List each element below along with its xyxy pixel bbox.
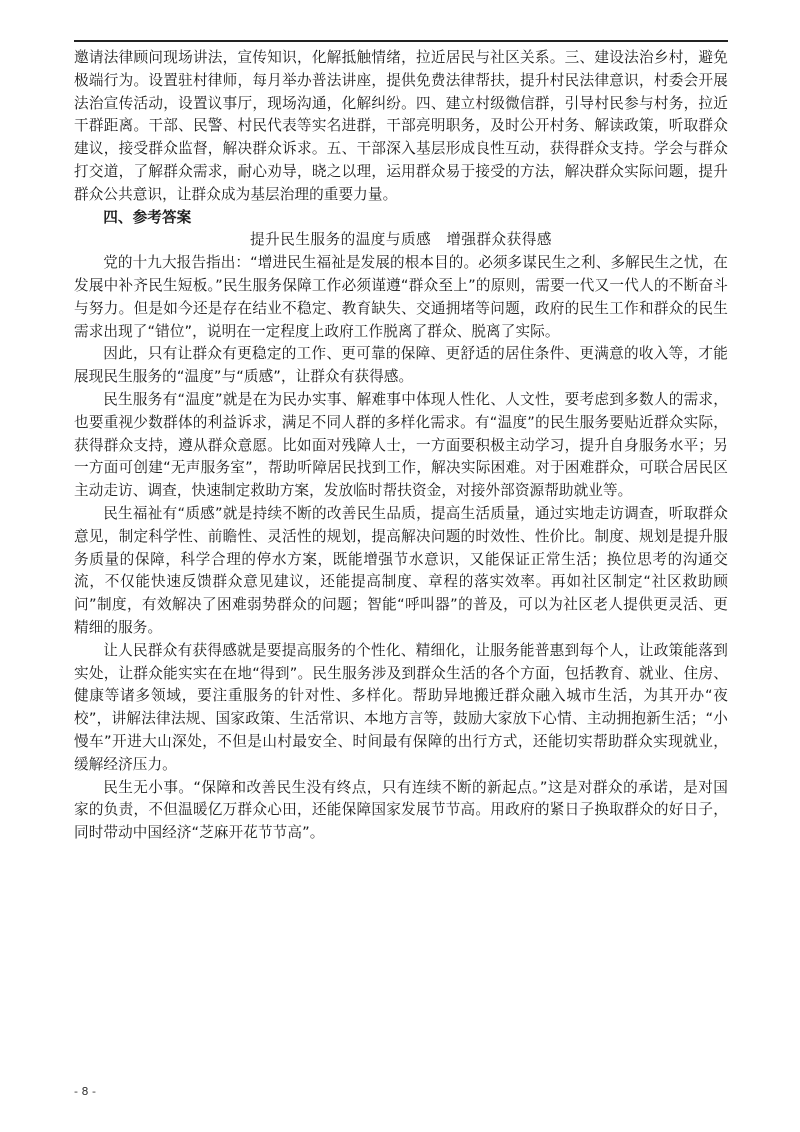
essay-title: 提升民生服务的温度与质感 增强群众获得感 [250, 231, 552, 249]
essay-paragraph-5: 让人民群众有获得感就是要提高服务的个性化、精细化，让服务能普惠到每个人，让政策能落到实处，让群众能实实在在地“得到”。民生服务涉及到群众生活的各个方面，包括教育、就业、住房、健康等诸多领域，要注重服务的针对性、多样化。帮助异地搬迁群众融入城市生活，为其开办“夜校”，讲解法律法规、国家政策、生活常识、本地方言等，鼓励大家放下心情、主动拥抱新生活；“小慢车”开进大山深处，不但是山村最安全、时间最有保障的出行方式，还能切实帮助群众实现就业，缓解经济压力。 [74, 641, 728, 773]
section-heading: 四、参考答案 [103, 208, 192, 226]
essay-paragraph-3: 民生服务有“温度”就是在为民办实事、解难事中体现人性化、人文性，要考虑到多数人的需求，也要重视少数群体的利益诉求，满足不同人群的多样化需求。有“温度”的民生服务要贴近群众实际，获得群众支持，遵从群众意愿。比如面对残障人士，一方面要积极主动学习，提升自身服务水平；另一方面可创建“无声服务室”，帮助听障居民找到工作，解决实际困难。对于困难群众，可联合居民区主动走访、调查，快速制定救助方案，发放临时帮扶资金，对接外部资源帮助就业等。 [74, 390, 728, 500]
essay-paragraph-6: 民生无小事。“保障和改善民生没有终点，只有连续不断的新起点。”这是对群众的承诺，是对国家的负责，不但温暖亿万群众心田，还能保障国家发展节节高。用政府的紧日子换取群众的好日子，同时带动中国经济“芝麻开花节节高”。 [74, 778, 728, 842]
page-number: - 8 - [74, 1085, 96, 1098]
header-rule [74, 40, 728, 42]
essay-paragraph-2: 因此，只有让群众有更稳定的工作、更可靠的保障、更舒适的居住条件、更满意的收入等，才能展现民生服务的“温度”与“质感”，让群众有获得感。 [74, 345, 728, 386]
document-body [74, 47, 728, 845]
essay-paragraph-4: 民生福祉有“质感”就是持续不断的改善民生品质，提高生活质量，通过实地走访调查，听取群众意见，制定科学性、前瞻性、灵活性的规划，提高解决问题的时效性、性价比。制度、规划是提升服务质量的保障，科学合理的停水方案，既能增强节水意识，又能保证正常生活；换位思考的沟通交流，不仅能快速反馈群众意见建议，还能提高制度、章程的落实效率。再如社区制定“社区救助顾问”制度，有效解决了困难弱势群众的问题；智能“呼叫器”的普及，可以为社区老人提供更灵活、更精细的服务。 [74, 504, 728, 636]
opening-paragraph: 邀请法律顾问现场讲法，宣传知识，化解抵触情绪，拉近居民与社区关系。三、建设法治乡村，避免极端行为。设置驻村律师，每月举办普法讲座，提供免费法律帮扶，提升村民法律意识，村委会开展法治宣传活动，设置议事厅，现场沟通，化解纠纷。四、建立村级微信群，引导村民参与村务，拉近干群距离。干部、民警、村民代表等实名进群，干部亮明职务，及时公开村务、解读政策，听取群众建议，接受群众监督，解决群众诉求。五、干部深入基层形成良性互动，获得群众支持。学会与群众打交道，了解群众需求，耐心劝导，晓之以理，运用群众易于接受的方法，解决群众实际问题，提升群众公共意识，让群众成为基层治理的重要力量。 [74, 49, 728, 203]
essay-paragraph-1: 党的十九大报告指出：“增进民生福祉是发展的根本目的。必须多谋民生之利、多解民生之忧，在发展中补齐民生短板。”民生服务保障工作必须谨遵“群众至上”的原则，需要一代又一代人的不断奋斗与努力。但是如今还是存在结业不稳定、教育缺失、交通拥堵等问题，政府的民生工作和群众的民生需求出现了“错位”，说明在一定程度上政府工作脱离了群众、脱离了实际。 [74, 254, 728, 340]
